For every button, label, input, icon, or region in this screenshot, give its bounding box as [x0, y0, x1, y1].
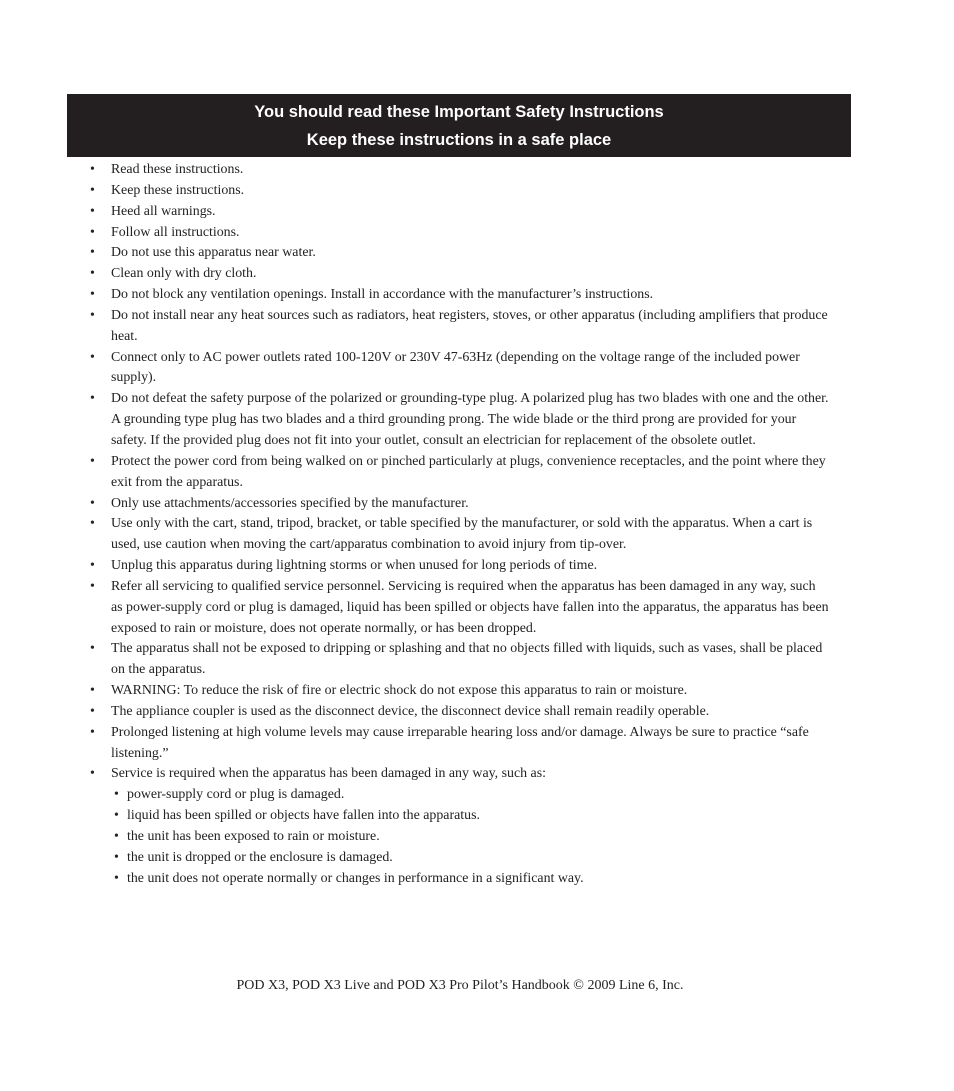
safety-instructions-list: [90, 160, 830, 890]
instruction-text: Do not install near any heat sources such as radiators, heat registers, stoves, or other apparatus (including amplifiers that produce heat.: [111, 307, 828, 344]
instruction-text: Service is required when the apparatus has been damaged in any way, such as:: [111, 766, 546, 782]
bullet-icon: •: [90, 287, 95, 303]
instruction-text: Clean only with dry cloth.: [111, 266, 257, 282]
instruction-text: Follow all instructions.: [111, 224, 240, 240]
bullet-icon: •: [90, 182, 95, 198]
bullet-icon: •: [90, 266, 95, 282]
instruction-text: Read these instructions.: [111, 162, 244, 177]
bullet-icon: •: [90, 703, 95, 719]
list-item: [90, 348, 830, 390]
bullet-icon: •: [90, 495, 95, 511]
condition-text: liquid has been spilled or objects have fallen into the apparatus.: [127, 808, 480, 824]
bullet-icon: •: [90, 641, 95, 657]
instruction-text: Unplug this apparatus during lightning storms or when unused for long periods of time.: [111, 558, 598, 574]
bullet-icon: •: [114, 808, 119, 824]
bullet-icon: •: [90, 224, 95, 240]
header-subtitle: Keep these instructions in a safe place: [306, 131, 612, 149]
list-item: [90, 285, 830, 306]
list-item: [90, 702, 830, 723]
bullet-icon: •: [90, 724, 95, 740]
list-item: [90, 223, 830, 244]
list-item: [90, 264, 830, 285]
instruction-text: WARNING: To reduce the risk of fire or electric shock do not expose this apparatus to rain or moisture.: [111, 683, 688, 699]
list-item: [90, 639, 830, 681]
instruction-text: Keep these instructions.: [111, 182, 245, 198]
condition-text: the unit does not operate normally or changes in performance in a significant way.: [127, 870, 584, 886]
list-item: [90, 514, 830, 556]
bullet-icon: •: [90, 766, 95, 782]
bullet-icon: •: [114, 849, 119, 865]
bullet-icon: •: [90, 349, 95, 365]
bullet-icon: •: [114, 829, 119, 844]
bullet-icon: •: [90, 516, 95, 532]
condition-text: power-supply cord or plug is damaged.: [127, 787, 345, 803]
safety-header-banner: [67, 94, 851, 157]
bullet-icon: •: [90, 391, 95, 407]
condition-text: the unit has been exposed to rain or moisture.: [127, 829, 380, 844]
instruction-text: Protect the power cord from being walked on or pinched particularly at plugs, convenience receptacles, and the point where they exit from the apparatus.: [111, 453, 826, 490]
instruction-text: Do not use this apparatus near water.: [111, 245, 316, 261]
list-item: [90, 202, 830, 223]
list-item: [90, 764, 830, 889]
instruction-text: Heed all warnings.: [111, 203, 216, 219]
page-footer: POD X3, POD X3 Live and POD X3 Pro Pilot’s Handbook © 2009 Line 6, Inc.: [236, 978, 684, 993]
instruction-text: The apparatus shall not be exposed to dripping or splashing and that no objects filled with liquids, such as vases, shall be placed on the apparatus.: [111, 641, 823, 678]
list-item: [90, 723, 830, 765]
instruction-text: Only use attachments/accessories specified by the manufacturer.: [111, 495, 469, 511]
instruction-text: Use only with the cart, stand, tripod, bracket, or table specified by the manufacturer, or sold with the apparatus. When a cart is used, use caution when moving the cart/apparatus combination to avoid injury from tip-over.: [111, 516, 813, 553]
sub-list-item: [111, 827, 830, 848]
instruction-text: Prolonged listening at high volume levels may cause irreparable hearing loss and/or damage. Always be sure to practice “safe listening.”: [111, 724, 809, 761]
list-item: [90, 243, 830, 264]
list-item: [90, 556, 830, 577]
bullet-icon: •: [90, 203, 95, 219]
bullet-icon: •: [90, 683, 95, 699]
header-title: You should read these Important Safety Instructions: [254, 103, 664, 121]
bullet-icon: •: [90, 307, 95, 323]
bullet-icon: •: [90, 578, 95, 594]
service-conditions-list: [111, 785, 830, 889]
bullet-icon: •: [90, 162, 95, 177]
instruction-text: Do not defeat the safety purpose of the polarized or grounding-type plug. A polarized plug has two blades with one and the other. A grounding type plug has two blades and a third grounding prong. The wide blade or the third prong are provided for your safety. If the provided plug does not fit into your outlet, consult an electrician for replacement of the obsolete outlet.: [111, 391, 829, 448]
sub-list-item: [111, 785, 830, 806]
condition-text: the unit is dropped or the enclosure is damaged.: [127, 849, 393, 865]
list-item: [90, 494, 830, 515]
bullet-icon: •: [114, 870, 119, 886]
bullet-icon: •: [114, 787, 119, 803]
list-item: [90, 389, 830, 452]
list-item: [90, 181, 830, 202]
list-item: [90, 160, 830, 181]
instruction-text: Refer all servicing to qualified service personnel. Servicing is required when the apparatus has been damaged in any way, such as power-supply cord or plug is damaged, liquid has been spilled or objects have fallen into the apparatus, the apparatus has been exposed to rain or moisture, does not operate normally, or has been dropped.: [111, 578, 829, 636]
sub-list-item: [111, 806, 830, 827]
sub-list-item: [111, 848, 830, 869]
bullet-icon: •: [90, 245, 95, 261]
list-item: [90, 577, 830, 640]
sub-list-item: [111, 869, 830, 890]
list-item: [90, 306, 830, 348]
instruction-text: The appliance coupler is used as the disconnect device, the disconnect device shall remain readily operable.: [111, 703, 710, 719]
bullet-icon: •: [90, 453, 95, 469]
list-item: [90, 681, 830, 702]
bullet-icon: •: [90, 558, 95, 574]
instruction-text: Do not block any ventilation openings. Install in accordance with the manufacturer’s instructions.: [111, 287, 654, 303]
instruction-text: Connect only to AC power outlets rated 100-120V or 230V 47-63Hz (depending on the voltage range of the included power supply).: [111, 349, 800, 386]
list-item: [90, 452, 830, 494]
